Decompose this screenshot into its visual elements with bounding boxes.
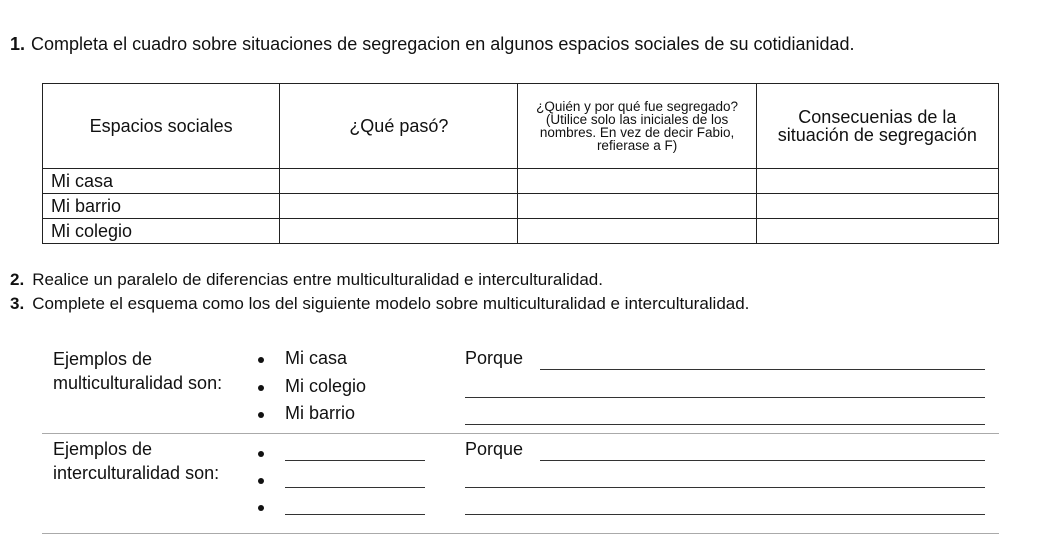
table-row [43, 194, 999, 219]
question-3-text: Complete el esquema como los del siguiente modelo sobre multiculturalidad e interculturalidad. [32, 294, 750, 313]
header-que-paso: ¿Qué pasó? [280, 84, 518, 169]
bullet-icon [258, 357, 264, 363]
question-1-number: 1. [10, 34, 26, 54]
multi-answer-line[interactable] [465, 424, 985, 425]
inter-answer-line[interactable] [540, 460, 985, 461]
table-cell[interactable] [518, 219, 756, 244]
question-2-number: 2. [10, 270, 25, 289]
row-label-barrio: Mi barrio [43, 194, 280, 219]
table-row [43, 169, 999, 194]
inter-answer-line[interactable] [465, 514, 985, 515]
table-cell[interactable] [280, 169, 518, 194]
header-consecuencias: Consecuenias de la situación de segregación [756, 84, 998, 169]
table-cell[interactable] [518, 169, 756, 194]
multi-item-barrio: Mi barrio [285, 403, 356, 423]
question-2-text: Realice un paralelo de diferencias entre multiculturalidad e interculturalidad. [32, 270, 603, 289]
multi-porque-label: Porque [465, 348, 524, 368]
table-row [43, 219, 999, 244]
question-2 [10, 270, 603, 290]
inter-item-line[interactable] [285, 487, 425, 488]
row-label-casa: Mi casa [43, 169, 280, 194]
multi-item-colegio: Mi colegio [285, 376, 367, 396]
header-quien: ¿Quién y por qué fue segregado? (Utilice solo las iniciales de los nombres. En vez de decir Fabio, refierase a F) [518, 84, 756, 169]
table-cell[interactable] [756, 194, 998, 219]
segregation-table [42, 83, 999, 244]
multi-item-casa: Mi casa [285, 348, 348, 368]
inter-item-line[interactable] [285, 514, 425, 515]
question-3-number: 3. [10, 294, 25, 313]
inter-porque-label: Porque [465, 439, 524, 459]
table-cell[interactable] [280, 219, 518, 244]
multi-answer-line[interactable] [540, 369, 985, 370]
inter-item-line[interactable] [285, 460, 425, 461]
bullet-icon [258, 412, 264, 418]
row-label-colegio: Mi colegio [43, 219, 280, 244]
inter-answer-line[interactable] [465, 487, 985, 488]
question-3 [10, 294, 749, 314]
table-cell[interactable] [280, 194, 518, 219]
question-1 [10, 34, 990, 55]
bullet-icon [258, 505, 264, 511]
header-espacios: Espacios sociales [43, 84, 280, 169]
inter-label: Ejemplos de interculturalidad son: [53, 439, 220, 483]
bullet-icon [258, 451, 264, 457]
bullet-icon [258, 385, 264, 391]
table-header-row [43, 84, 999, 169]
multi-answer-line[interactable] [465, 397, 985, 398]
question-1-text: Completa el cuadro sobre situaciones de segregacion en algunos espacios sociales de su cotidianidad. [31, 34, 855, 54]
divider [42, 533, 999, 534]
multi-label: Ejemplos de multiculturalidad son: [53, 349, 223, 393]
table-cell[interactable] [756, 219, 998, 244]
table-cell[interactable] [756, 169, 998, 194]
bullet-icon [258, 478, 264, 484]
table-cell[interactable] [518, 194, 756, 219]
divider [42, 433, 999, 434]
